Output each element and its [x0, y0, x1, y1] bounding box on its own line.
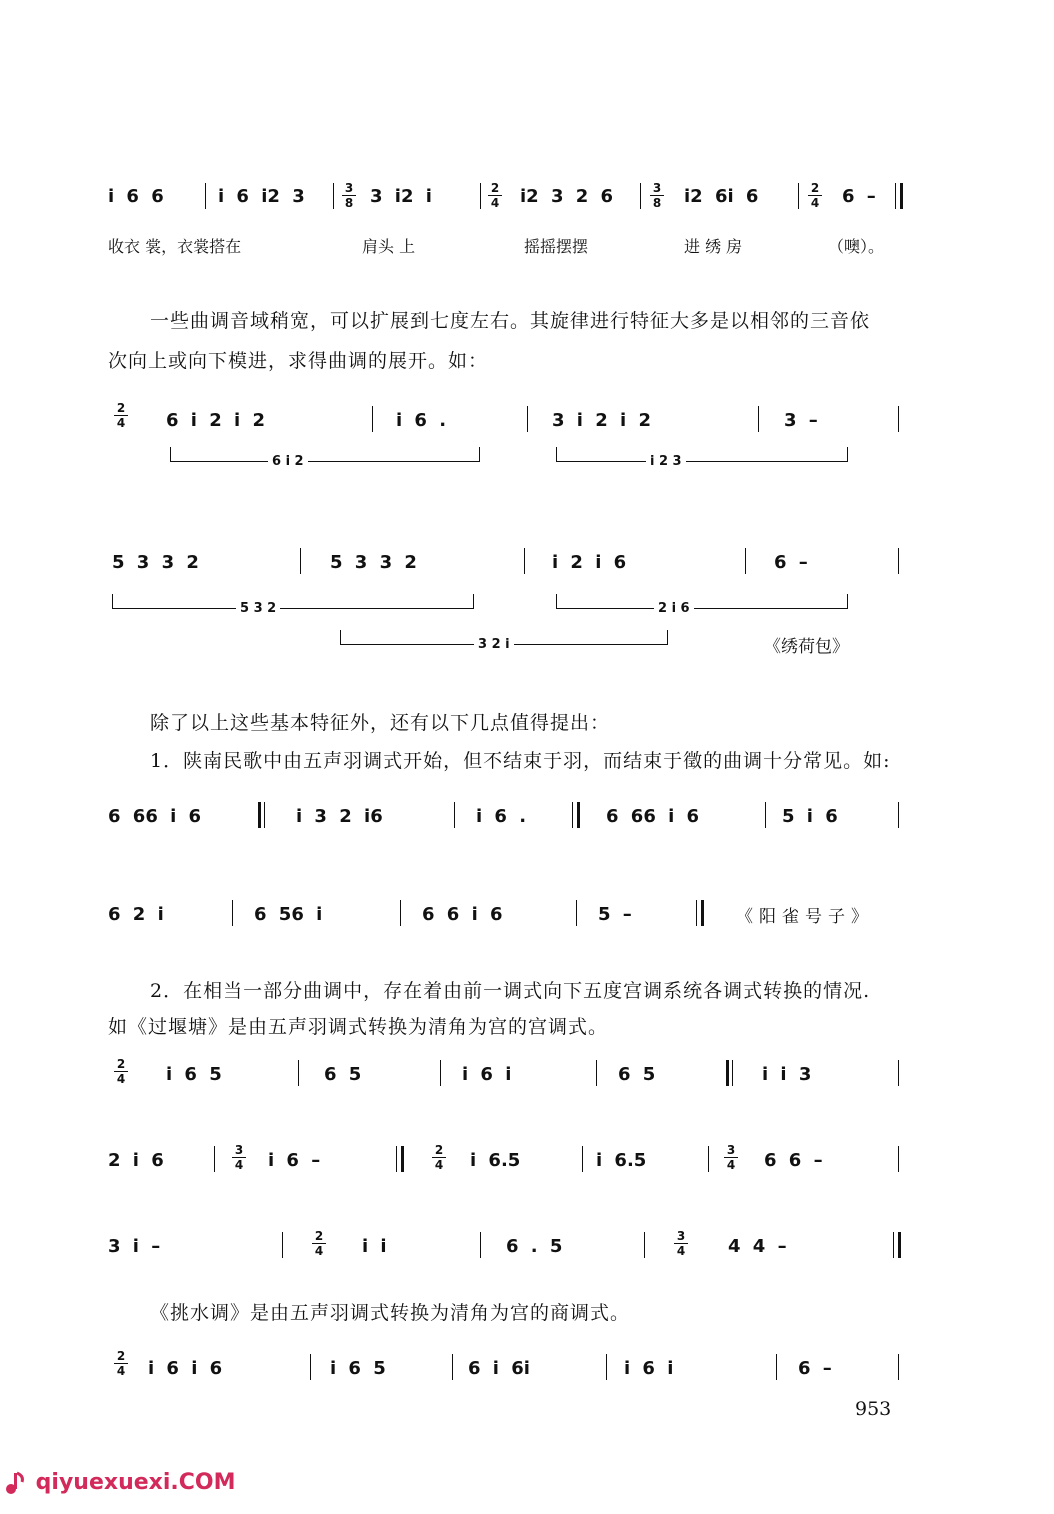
measure: 6 66 i 6 — [606, 806, 700, 827]
barline — [333, 183, 334, 209]
measure: i2 6i 6 — [684, 186, 759, 207]
measure: 2 i 6 — [108, 1150, 164, 1171]
measure: i2 3 2 6 — [520, 186, 614, 207]
measure: i 6 5 — [330, 1358, 386, 1379]
song-title: 《绣荷包》 — [764, 637, 849, 657]
sequence-label: 6 i 2 — [268, 454, 308, 469]
barline — [898, 1354, 899, 1380]
measure: 6 – — [774, 552, 808, 573]
barline — [480, 1232, 481, 1258]
barline — [644, 1232, 645, 1258]
barline — [264, 802, 265, 828]
measure: 6 – — [798, 1358, 832, 1379]
measure: 5 3 3 2 — [330, 552, 417, 573]
time-signature: 3 4 — [232, 1144, 246, 1171]
sequence-bracket — [556, 447, 848, 462]
lyric: 收衣 裳，衣裳搭在 — [108, 237, 242, 256]
time-signature: 3 4 — [724, 1144, 738, 1171]
measure: 4 4 – — [728, 1236, 787, 1257]
measure: i 2 i 6 — [552, 552, 627, 573]
sequence-bracket — [112, 594, 474, 609]
barline — [396, 1146, 397, 1172]
barline — [454, 802, 455, 828]
barline — [758, 406, 759, 432]
barline — [640, 183, 641, 209]
barline — [572, 802, 573, 828]
measure: i 6 i — [462, 1064, 512, 1085]
barline — [745, 548, 746, 574]
barline — [400, 900, 401, 926]
measure: i 6 i — [624, 1358, 674, 1379]
measure: i 6.5 — [470, 1150, 521, 1171]
lyric: 肩头 上 — [362, 237, 416, 256]
repeat-start — [726, 1060, 729, 1086]
measure: 6 i 2 i 2 — [166, 410, 265, 431]
barline — [696, 900, 697, 926]
barline — [372, 406, 373, 432]
music-note-icon — [2, 1470, 28, 1496]
barline — [282, 1232, 283, 1258]
repeat-end — [577, 802, 580, 828]
paragraph: 《挑水调》是由五声羽调式转换为清角为宫的商调式。 — [150, 1302, 631, 1324]
sequence-label: i 2 3 — [646, 454, 686, 469]
lyric: 摇摇摆摆 — [524, 237, 589, 256]
measure: 6 66 i 6 — [108, 806, 202, 827]
measure: 6 i 6i — [468, 1358, 530, 1379]
time-signature: 3 4 — [674, 1230, 688, 1257]
barline — [798, 183, 799, 209]
song-title: 《阳雀号子》 — [736, 907, 874, 927]
barline — [582, 1146, 583, 1172]
repeat-start — [258, 802, 261, 828]
barline — [310, 1354, 311, 1380]
sequence-label: 2 i 6 — [654, 601, 694, 616]
barline — [898, 548, 899, 574]
paragraph: 除了以上这些基本特征外，还有以下几点值得提出： — [150, 712, 611, 734]
measure: 5 i 6 — [782, 806, 838, 827]
measure: i 6 . — [476, 806, 527, 827]
barline — [300, 548, 301, 574]
measure: 5 – — [598, 904, 632, 925]
barline — [480, 183, 481, 209]
paragraph: 次向上或向下模进，求得曲调的展开。如： — [108, 350, 489, 372]
time-signature: 2 4 — [312, 1230, 326, 1257]
sequence-label: 3 2 i — [474, 637, 514, 652]
measure: i i — [362, 1236, 387, 1257]
barline — [214, 1146, 215, 1172]
time-signature: 2 4 — [114, 1350, 128, 1377]
measure: 6 2 i — [108, 904, 164, 925]
barline — [895, 183, 896, 209]
measure: i 6 – — [268, 1150, 321, 1171]
barline — [440, 1060, 441, 1086]
barline — [765, 802, 766, 828]
barline — [298, 1060, 299, 1086]
barline — [898, 1060, 899, 1086]
page-number: 953 — [855, 1398, 892, 1420]
barline — [205, 183, 206, 209]
barline — [893, 1232, 894, 1258]
barline — [708, 1146, 709, 1172]
measure: 6 6 – — [764, 1150, 823, 1171]
time-signature: 2 4 — [808, 182, 822, 209]
time-signature: 2 4 — [114, 402, 128, 429]
barline — [576, 900, 577, 926]
paragraph: 如《过堰塘》是由五声羽调式转换为清角为宫的宫调式。 — [108, 1016, 609, 1038]
watermark-text: qiyuexuexi.COM — [35, 1470, 236, 1495]
measure: 3 i – — [108, 1236, 161, 1257]
sequence-bracket — [556, 594, 848, 609]
sequence-label: 5 3 2 — [236, 601, 280, 616]
sequence-bracket — [170, 447, 480, 462]
barline — [898, 802, 899, 828]
barline — [596, 1060, 597, 1086]
measure: 6 5 — [324, 1064, 362, 1085]
paragraph: 一些曲调音域稍宽，可以扩展到七度左右。其旋律进行特征大多是以相邻的三音依 — [150, 310, 871, 332]
measure: 6 56 i — [254, 904, 323, 925]
final-barline — [701, 900, 704, 926]
measure: i 6 . — [396, 410, 447, 431]
measure: 3 i2 i — [370, 186, 432, 207]
measure: i 6.5 — [596, 1150, 647, 1171]
time-signature: 2 4 — [432, 1144, 446, 1171]
final-barline — [898, 1232, 901, 1258]
measure: 6 – — [842, 186, 876, 207]
measure: 6 . 5 — [506, 1236, 563, 1257]
watermark — [2, 1470, 236, 1496]
time-signature: 2 4 — [114, 1058, 128, 1085]
lyric: 进 绣 房 — [684, 237, 743, 256]
barline — [898, 1146, 899, 1172]
time-signature: 3 8 — [650, 182, 664, 209]
lyric: （噢）。 — [828, 237, 885, 256]
measure: i 3 2 i6 — [296, 806, 383, 827]
measure: 5 3 3 2 — [112, 552, 199, 573]
time-signature: 2 4 — [488, 182, 502, 209]
measure: i 6 5 — [166, 1064, 222, 1085]
barline — [776, 1354, 777, 1380]
barline — [452, 1354, 453, 1380]
barline — [898, 406, 899, 432]
measure: i 6 6 — [108, 186, 164, 207]
measure: i 6 i 6 — [148, 1358, 223, 1379]
measure: 6 5 — [618, 1064, 656, 1085]
barline — [606, 1354, 607, 1380]
measure: 6 6 i 6 — [422, 904, 503, 925]
barline — [527, 406, 528, 432]
measure: 3 i 2 i 2 — [552, 410, 651, 431]
time-signature: 3 8 — [342, 182, 356, 209]
barline — [732, 1060, 733, 1086]
paragraph: 2．在相当一部分曲调中，存在着由前一调式向下五度宫调系统各调式转换的情况. — [150, 980, 871, 1002]
measure: 3 – — [784, 410, 818, 431]
final-barline — [900, 183, 903, 209]
repeat-end — [401, 1146, 404, 1172]
measure: i i 3 — [762, 1064, 812, 1085]
measure: i 6 i2 3 — [218, 186, 305, 207]
barline — [232, 900, 233, 926]
paragraph: 1．陕南民歌中由五声羽调式开始，但不结束于羽，而结束于徵的曲调十分常见。如: — [150, 750, 891, 772]
barline — [524, 548, 525, 574]
